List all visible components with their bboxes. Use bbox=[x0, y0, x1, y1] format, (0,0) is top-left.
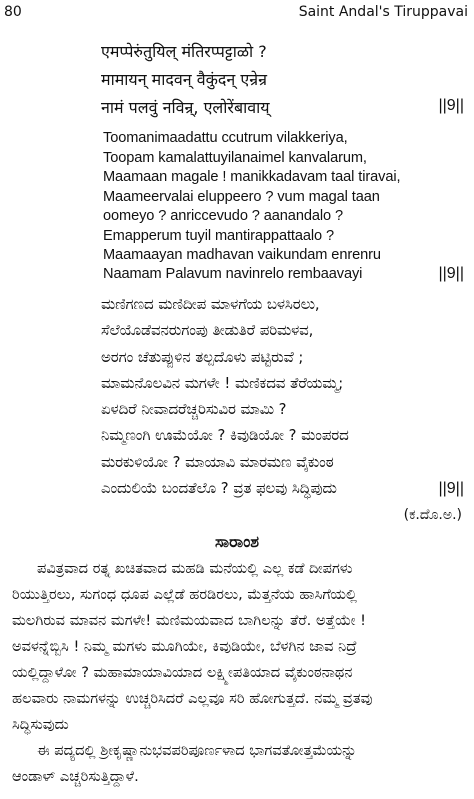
roman-line: Maameervalai eluppeero ? vum magal taan bbox=[103, 189, 380, 205]
sanskrit-line: एमप्पेरुंतुयिल् मंतिरप्पट्टाळो ? bbox=[101, 42, 267, 61]
kannada-line: ಏಳದಿರೆ ನೀವಾದರೆಚ್ಚರಿಸುವಿರ ಮಾಮಿ ? bbox=[101, 401, 287, 418]
verse-mark: ||9|| bbox=[438, 97, 464, 114]
summary-line: ಸಿದ್ಧಿಸುವುದು bbox=[12, 716, 69, 733]
note-line: ಈ ಪದ್ಯದಲ್ಲಿ ಶ್ರೀಕೃಷ್ಣಾನುಭವಪರಿಪೂರ್ಣಳಾದ ಭಾಗವತೋತ್ತಮೆಯನ್ನು bbox=[37, 742, 357, 759]
summary-line: ರಿಯುತ್ತಿರಲು, ಸುಗಂಧ ಧೂಪ ಎಲ್ಲೆಡೆ ಹರಡಿರಲು, ಮೆತ್ತನೆಯ ಹಾಸಿಗೆಯಲ್ಲಿ bbox=[12, 586, 358, 603]
summary-line: ಅವಳನ್ನೆಬ್ಬಿಸಿ ! ನಿಮ್ಮ ಮಗಳು ಮೂಗಿಯೇ, ಕಿವುಡಿಯೇ, ಬೆಳಗಿನ ಜಾವ ನಿದ್ರೆ bbox=[12, 638, 357, 655]
summary-line: ಹಲವಾರು ನಾಮಗಳನ್ನು ಉಚ್ಚರಿಸಿದರೆ ಎಲ್ಲವೂ ಸರಿ ಹೋಗುತ್ತದೆ. ನಮ್ಮ ವ್ರತವು bbox=[12, 690, 373, 707]
roman-line: Maamaayan madhavan vaikundam enrenru bbox=[103, 247, 381, 263]
summary-heading: ಸಾರಾಂಶ bbox=[214, 532, 260, 551]
page-number: 80 bbox=[4, 4, 22, 20]
roman-line: Toopam kamalattuyilanaimel kanvalarum, bbox=[103, 150, 367, 166]
roman-line: oomeyo ? anriccevudo ? aanandalo ? bbox=[103, 208, 344, 224]
roman-line: Naamam Palavum navinrelo rembaavayi bbox=[103, 266, 363, 282]
kannada-line: ಅರಗಂ ಚೆತುಪ್ಪುಳಿನ ತಲ್ಪದೊಳು ಪಟ್ಟಿರುವೆ ; bbox=[101, 349, 304, 366]
roman-line: Maamaan magale ! manikkadavam taal tiravai, bbox=[103, 169, 401, 185]
kannada-line: ಎಂದುಲಿಯೆ ಬಂದತೆಲೊ ? ವ್ರತ ಫಲವು ಸಿದ್ಧಿಪುದು bbox=[101, 480, 337, 497]
summary-line: ಪವಿತ್ರವಾದ ರತ್ನ ಖಚಿತವಾದ ಮಹಡಿ ಮನೆಯಲ್ಲಿ ಎಲ್ಲ ಕಡೆ ದೀಪಗಳು bbox=[37, 560, 353, 577]
roman-line: Toomanimaadattu ccutrum vilakkeriya, bbox=[103, 130, 348, 146]
sanskrit-line: मामायन् मादवन् वैकुंदन् एन्रेन्र bbox=[101, 70, 267, 89]
verse-credit: (ಕ.ದೊ.ಅ.) bbox=[403, 507, 462, 523]
summary-line: ಮಲಗಿರುವ ಮಾವನ ಮಗಳೇ! ಮಣಿಮಯವಾದ ಬಾಗಿಲನ್ನು ತೆರೆ. ಅತ್ತೆಯೇ ! bbox=[12, 612, 367, 629]
sanskrit-line: नामं पलवुं नविन्र्, एलोरेंबावाय् bbox=[101, 98, 270, 117]
verse-mark: ||9|| bbox=[438, 265, 464, 282]
verse-mark: ||9|| bbox=[438, 480, 464, 497]
kannada-line: ಮಾಮನೊಲವಿನ ಮಗಳೇ ! ಮಣಿಕದವ ತೆರೆಯಮ್ಮ; bbox=[101, 375, 344, 392]
note-line: ಆಂಡಾಳ್ ಎಚ್ಚರಿಸುತ್ತಿದ್ದಾಳೆ. bbox=[12, 768, 139, 785]
kannada-line: ಸೆಲೆಯೊಡೆವನರುಗಂಪು ತೀಡುತಿರೆ ಪರಿಮಳವ, bbox=[101, 322, 314, 339]
kannada-line: ಮಣಿಗಣದ ಮಣಿದೀಪ ಮಾಳಗೆಯ ಬಳಸಿರಲು, bbox=[101, 296, 320, 313]
kannada-line: ಮರಕುಳಿಯೋ ? ಮಾಯಾವಿ ಮಾರಮಣ ವೈಕುಂಠ bbox=[101, 454, 334, 471]
running-title: Saint Andal's Tiruppavai bbox=[298, 4, 468, 20]
roman-line: Emapperum tuyil mantirappattaalo ? bbox=[103, 228, 335, 244]
summary-line: ಯಲ್ಲಿದ್ದಾಳೋ ? ಮಹಾಮಾಯಾವಿಯಾದ ಲಕ್ಷ್ಮೀಪತಿಯಾದ ವೈಕುಂಠನಾಥನ bbox=[12, 664, 353, 681]
page-header bbox=[0, 0, 474, 26]
kannada-line: ನಿಮ್ಮಣಂಗಿ ಊಮೆಯೋ ? ಕಿವುಡಿಯೋ ? ಮಂಪರದ bbox=[101, 427, 349, 444]
